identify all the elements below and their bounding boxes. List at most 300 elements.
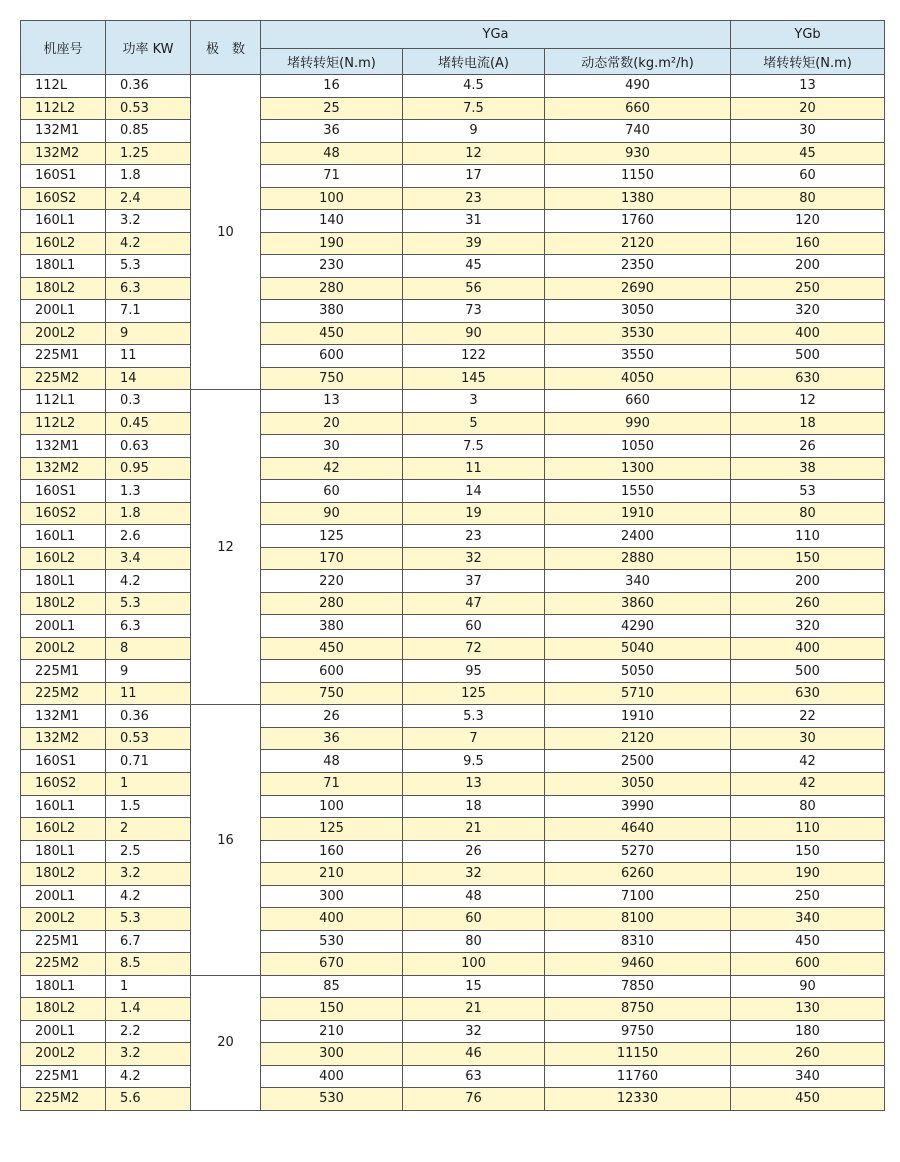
cell-ygb-torque: 180 — [731, 1020, 885, 1043]
cell-model: 225M1 — [21, 660, 106, 683]
cell-ygb-torque: 45 — [731, 142, 885, 165]
cell-ygb-torque: 630 — [731, 367, 885, 390]
cell-yga-current: 5.3 — [403, 705, 545, 728]
cell-ygb-torque: 320 — [731, 300, 885, 323]
cell-yga-torque: 210 — [261, 1020, 403, 1043]
cell-yga-current: 12 — [403, 142, 545, 165]
cell-model: 160S2 — [21, 772, 106, 795]
cell-yga-current: 7.5 — [403, 97, 545, 120]
cell-yga-dynamic: 2690 — [545, 277, 731, 300]
cell-ygb-torque: 160 — [731, 232, 885, 255]
table-row — [21, 457, 885, 480]
cell-yga-current: 32 — [403, 1020, 545, 1043]
motor-spec-sheet — [20, 20, 884, 1111]
cell-ygb-torque: 120 — [731, 210, 885, 233]
cell-yga-torque: 300 — [261, 1043, 403, 1066]
table-row — [21, 908, 885, 931]
cell-power: 1.25 — [106, 142, 191, 165]
cell-model: 112L2 — [21, 412, 106, 435]
cell-yga-dynamic: 660 — [545, 97, 731, 120]
table-row — [21, 300, 885, 323]
cell-yga-torque: 190 — [261, 232, 403, 255]
cell-model: 180L2 — [21, 863, 106, 886]
cell-yga-current: 4.5 — [403, 75, 545, 98]
cell-yga-current: 14 — [403, 480, 545, 503]
cell-yga-torque: 280 — [261, 277, 403, 300]
cell-ygb-torque: 320 — [731, 615, 885, 638]
table-row — [21, 75, 885, 98]
cell-yga-dynamic: 9750 — [545, 1020, 731, 1043]
cell-power: 6.7 — [106, 930, 191, 953]
cell-power: 11 — [106, 682, 191, 705]
cell-model: 112L — [21, 75, 106, 98]
table-header — [21, 21, 885, 75]
cell-yga-torque: 90 — [261, 502, 403, 525]
cell-yga-torque: 230 — [261, 255, 403, 278]
cell-model: 225M1 — [21, 345, 106, 368]
cell-model: 180L1 — [21, 975, 106, 998]
cell-power: 7.1 — [106, 300, 191, 323]
cell-yga-torque: 750 — [261, 682, 403, 705]
cell-yga-current: 13 — [403, 772, 545, 795]
cell-power: 5.3 — [106, 255, 191, 278]
cell-power: 1 — [106, 975, 191, 998]
cell-ygb-torque: 200 — [731, 255, 885, 278]
cell-poles: 20 — [191, 975, 261, 1110]
cell-yga-dynamic: 4050 — [545, 367, 731, 390]
cell-ygb-torque: 13 — [731, 75, 885, 98]
table-row — [21, 637, 885, 660]
cell-yga-torque: 26 — [261, 705, 403, 728]
cell-model: 200L2 — [21, 637, 106, 660]
col-header-yga-current: 堵转电流(A) — [403, 49, 545, 75]
cell-yga-dynamic: 3050 — [545, 772, 731, 795]
cell-power: 1.8 — [106, 165, 191, 188]
cell-power: 3.2 — [106, 1043, 191, 1066]
cell-yga-current: 21 — [403, 818, 545, 841]
cell-yga-torque: 380 — [261, 615, 403, 638]
cell-power: 9 — [106, 660, 191, 683]
cell-yga-dynamic: 3860 — [545, 592, 731, 615]
cell-yga-dynamic: 9460 — [545, 953, 731, 976]
cell-model: 160L2 — [21, 232, 106, 255]
table-row — [21, 322, 885, 345]
table-row — [21, 1065, 885, 1088]
cell-power: 4.2 — [106, 570, 191, 593]
cell-yga-torque: 13 — [261, 390, 403, 413]
cell-yga-dynamic: 8100 — [545, 908, 731, 931]
cell-model: 225M2 — [21, 367, 106, 390]
cell-model: 200L2 — [21, 322, 106, 345]
cell-yga-dynamic: 4640 — [545, 818, 731, 841]
table-row — [21, 412, 885, 435]
cell-yga-dynamic: 1050 — [545, 435, 731, 458]
cell-yga-current: 9 — [403, 120, 545, 143]
cell-model: 132M1 — [21, 435, 106, 458]
cell-yga-torque: 125 — [261, 525, 403, 548]
cell-yga-dynamic: 1910 — [545, 502, 731, 525]
cell-yga-torque: 210 — [261, 863, 403, 886]
cell-model: 160L2 — [21, 547, 106, 570]
cell-power: 3.2 — [106, 863, 191, 886]
cell-yga-dynamic: 12330 — [545, 1088, 731, 1111]
cell-yga-current: 3 — [403, 390, 545, 413]
cell-model: 225M2 — [21, 953, 106, 976]
cell-model: 160S1 — [21, 750, 106, 773]
cell-yga-dynamic: 3550 — [545, 345, 731, 368]
cell-power: 0.85 — [106, 120, 191, 143]
col-header-poles: 极 数 — [191, 21, 261, 75]
cell-power: 1 — [106, 772, 191, 795]
cell-model: 160S1 — [21, 480, 106, 503]
table-row — [21, 592, 885, 615]
table-row — [21, 840, 885, 863]
col-header-ygb-torque: 堵转转矩(N.m) — [731, 49, 885, 75]
cell-power: 6.3 — [106, 277, 191, 300]
cell-yga-torque: 450 — [261, 637, 403, 660]
cell-ygb-torque: 80 — [731, 502, 885, 525]
cell-yga-current: 19 — [403, 502, 545, 525]
cell-model: 180L2 — [21, 277, 106, 300]
cell-model: 160S1 — [21, 165, 106, 188]
cell-yga-current: 125 — [403, 682, 545, 705]
table-row — [21, 660, 885, 683]
table-row — [21, 547, 885, 570]
cell-yga-dynamic: 6260 — [545, 863, 731, 886]
cell-ygb-torque: 150 — [731, 547, 885, 570]
col-header-power: 功率 KW — [106, 21, 191, 75]
cell-power: 4.2 — [106, 885, 191, 908]
table-row — [21, 232, 885, 255]
table-body — [21, 75, 885, 1111]
table-row — [21, 615, 885, 638]
cell-model: 132M2 — [21, 457, 106, 480]
cell-yga-current: 46 — [403, 1043, 545, 1066]
cell-ygb-torque: 130 — [731, 998, 885, 1021]
table-row — [21, 750, 885, 773]
cell-yga-torque: 670 — [261, 953, 403, 976]
cell-yga-dynamic: 2880 — [545, 547, 731, 570]
cell-power: 5.3 — [106, 908, 191, 931]
cell-yga-torque: 16 — [261, 75, 403, 98]
cell-model: 225M2 — [21, 682, 106, 705]
cell-yga-torque: 36 — [261, 120, 403, 143]
cell-ygb-torque: 30 — [731, 120, 885, 143]
cell-power: 1.5 — [106, 795, 191, 818]
cell-yga-dynamic: 11760 — [545, 1065, 731, 1088]
cell-model: 112L2 — [21, 97, 106, 120]
cell-yga-dynamic: 2400 — [545, 525, 731, 548]
cell-yga-torque: 25 — [261, 97, 403, 120]
cell-yga-current: 100 — [403, 953, 545, 976]
table-row — [21, 772, 885, 795]
cell-yga-dynamic: 4290 — [545, 615, 731, 638]
table-row — [21, 930, 885, 953]
col-header-model: 机座号 — [21, 21, 106, 75]
cell-model: 160S2 — [21, 187, 106, 210]
cell-yga-dynamic: 7850 — [545, 975, 731, 998]
cell-yga-current: 145 — [403, 367, 545, 390]
cell-model: 225M1 — [21, 930, 106, 953]
cell-model: 200L1 — [21, 885, 106, 908]
cell-yga-torque: 125 — [261, 818, 403, 841]
col-header-yga-torque: 堵转转矩(N.m) — [261, 49, 403, 75]
cell-model: 200L1 — [21, 615, 106, 638]
cell-ygb-torque: 630 — [731, 682, 885, 705]
table-row — [21, 345, 885, 368]
cell-yga-dynamic: 3050 — [545, 300, 731, 323]
cell-ygb-torque: 250 — [731, 885, 885, 908]
cell-ygb-torque: 150 — [731, 840, 885, 863]
cell-yga-dynamic: 8310 — [545, 930, 731, 953]
cell-ygb-torque: 450 — [731, 930, 885, 953]
cell-power: 3.4 — [106, 547, 191, 570]
cell-yga-current: 26 — [403, 840, 545, 863]
cell-yga-dynamic: 1910 — [545, 705, 731, 728]
cell-yga-current: 95 — [403, 660, 545, 683]
cell-yga-torque: 20 — [261, 412, 403, 435]
cell-ygb-torque: 26 — [731, 435, 885, 458]
cell-yga-torque: 600 — [261, 345, 403, 368]
cell-yga-current: 76 — [403, 1088, 545, 1111]
cell-yga-dynamic: 8750 — [545, 998, 731, 1021]
motor-spec-table — [20, 20, 885, 1111]
cell-power: 2.5 — [106, 840, 191, 863]
cell-ygb-torque: 250 — [731, 277, 885, 300]
cell-yga-dynamic: 490 — [545, 75, 731, 98]
cell-yga-dynamic: 340 — [545, 570, 731, 593]
cell-yga-torque: 100 — [261, 187, 403, 210]
cell-model: 160L1 — [21, 525, 106, 548]
cell-power: 0.53 — [106, 97, 191, 120]
cell-ygb-torque: 600 — [731, 953, 885, 976]
cell-ygb-torque: 42 — [731, 772, 885, 795]
cell-model: 200L1 — [21, 1020, 106, 1043]
table-row — [21, 863, 885, 886]
cell-yga-torque: 160 — [261, 840, 403, 863]
cell-power: 0.36 — [106, 75, 191, 98]
cell-power: 0.95 — [106, 457, 191, 480]
cell-power: 1.4 — [106, 998, 191, 1021]
table-row — [21, 975, 885, 998]
cell-power: 0.3 — [106, 390, 191, 413]
cell-yga-torque: 400 — [261, 908, 403, 931]
table-row — [21, 165, 885, 188]
cell-model: 180L1 — [21, 840, 106, 863]
cell-yga-torque: 750 — [261, 367, 403, 390]
table-row — [21, 120, 885, 143]
table-row — [21, 885, 885, 908]
cell-power: 0.71 — [106, 750, 191, 773]
cell-model: 160L1 — [21, 795, 106, 818]
cell-yga-dynamic: 1550 — [545, 480, 731, 503]
table-row — [21, 210, 885, 233]
cell-ygb-torque: 190 — [731, 863, 885, 886]
table-row — [21, 97, 885, 120]
cell-yga-torque: 140 — [261, 210, 403, 233]
cell-yga-current: 56 — [403, 277, 545, 300]
group-header-ygb: YGb — [731, 21, 885, 49]
cell-model: 132M2 — [21, 727, 106, 750]
cell-ygb-torque: 20 — [731, 97, 885, 120]
cell-yga-dynamic: 5050 — [545, 660, 731, 683]
cell-ygb-torque: 260 — [731, 1043, 885, 1066]
cell-power: 2.2 — [106, 1020, 191, 1043]
cell-yga-torque: 280 — [261, 592, 403, 615]
cell-power: 0.45 — [106, 412, 191, 435]
cell-yga-dynamic: 1150 — [545, 165, 731, 188]
cell-yga-torque: 60 — [261, 480, 403, 503]
table-row — [21, 570, 885, 593]
table-row — [21, 682, 885, 705]
cell-yga-current: 60 — [403, 908, 545, 931]
cell-ygb-torque: 340 — [731, 1065, 885, 1088]
col-header-yga-dynamic: 动态常数(kg.m²/h) — [545, 49, 731, 75]
cell-ygb-torque: 42 — [731, 750, 885, 773]
cell-ygb-torque: 38 — [731, 457, 885, 480]
cell-yga-torque: 170 — [261, 547, 403, 570]
table-row — [21, 502, 885, 525]
cell-yga-current: 60 — [403, 615, 545, 638]
table-row — [21, 277, 885, 300]
cell-power: 4.2 — [106, 1065, 191, 1088]
cell-yga-current: 39 — [403, 232, 545, 255]
cell-power: 5.3 — [106, 592, 191, 615]
cell-yga-current: 80 — [403, 930, 545, 953]
cell-ygb-torque: 60 — [731, 165, 885, 188]
cell-yga-dynamic: 5040 — [545, 637, 731, 660]
cell-model: 132M1 — [21, 705, 106, 728]
cell-power: 2 — [106, 818, 191, 841]
cell-yga-torque: 530 — [261, 930, 403, 953]
cell-model: 160S2 — [21, 502, 106, 525]
cell-power: 4.2 — [106, 232, 191, 255]
cell-yga-torque: 380 — [261, 300, 403, 323]
cell-ygb-torque: 400 — [731, 322, 885, 345]
cell-yga-torque: 450 — [261, 322, 403, 345]
table-row — [21, 1020, 885, 1043]
cell-power: 0.63 — [106, 435, 191, 458]
table-row — [21, 953, 885, 976]
cell-yga-dynamic: 2500 — [545, 750, 731, 773]
cell-power: 3.2 — [106, 210, 191, 233]
cell-yga-torque: 300 — [261, 885, 403, 908]
cell-yga-current: 72 — [403, 637, 545, 660]
cell-yga-current: 7 — [403, 727, 545, 750]
table-row — [21, 795, 885, 818]
cell-power: 8 — [106, 637, 191, 660]
cell-yga-dynamic: 990 — [545, 412, 731, 435]
cell-model: 180L1 — [21, 255, 106, 278]
cell-ygb-torque: 110 — [731, 525, 885, 548]
cell-yga-torque: 220 — [261, 570, 403, 593]
cell-yga-current: 7.5 — [403, 435, 545, 458]
cell-ygb-torque: 500 — [731, 345, 885, 368]
cell-yga-torque: 42 — [261, 457, 403, 480]
cell-model: 160L1 — [21, 210, 106, 233]
cell-power: 1.8 — [106, 502, 191, 525]
cell-model: 200L2 — [21, 908, 106, 931]
table-row — [21, 998, 885, 1021]
cell-ygb-torque: 500 — [731, 660, 885, 683]
cell-yga-dynamic: 2120 — [545, 232, 731, 255]
cell-power: 6.3 — [106, 615, 191, 638]
cell-yga-dynamic: 3990 — [545, 795, 731, 818]
cell-yga-torque: 150 — [261, 998, 403, 1021]
cell-yga-torque: 71 — [261, 772, 403, 795]
cell-model: 132M1 — [21, 120, 106, 143]
cell-yga-current: 21 — [403, 998, 545, 1021]
cell-poles: 10 — [191, 75, 261, 390]
cell-yga-dynamic: 660 — [545, 390, 731, 413]
cell-yga-current: 63 — [403, 1065, 545, 1088]
table-row — [21, 435, 885, 458]
cell-yga-dynamic: 5270 — [545, 840, 731, 863]
cell-model: 200L2 — [21, 1043, 106, 1066]
cell-power: 1.3 — [106, 480, 191, 503]
cell-yga-dynamic: 2350 — [545, 255, 731, 278]
cell-power: 11 — [106, 345, 191, 368]
cell-yga-current: 122 — [403, 345, 545, 368]
group-header-yga: YGa — [261, 21, 731, 49]
table-row — [21, 727, 885, 750]
table-row — [21, 705, 885, 728]
cell-yga-current: 73 — [403, 300, 545, 323]
cell-poles: 12 — [191, 390, 261, 705]
cell-ygb-torque: 30 — [731, 727, 885, 750]
cell-yga-current: 18 — [403, 795, 545, 818]
cell-yga-dynamic: 7100 — [545, 885, 731, 908]
cell-yga-current: 32 — [403, 863, 545, 886]
cell-yga-current: 37 — [403, 570, 545, 593]
cell-yga-current: 47 — [403, 592, 545, 615]
cell-power: 2.4 — [106, 187, 191, 210]
cell-power: 0.36 — [106, 705, 191, 728]
cell-yga-torque: 48 — [261, 142, 403, 165]
cell-yga-current: 17 — [403, 165, 545, 188]
table-row — [21, 480, 885, 503]
cell-ygb-torque: 110 — [731, 818, 885, 841]
cell-model: 180L1 — [21, 570, 106, 593]
cell-power: 14 — [106, 367, 191, 390]
cell-yga-torque: 100 — [261, 795, 403, 818]
cell-yga-current: 15 — [403, 975, 545, 998]
cell-yga-dynamic: 1300 — [545, 457, 731, 480]
cell-yga-torque: 530 — [261, 1088, 403, 1111]
cell-yga-dynamic: 11150 — [545, 1043, 731, 1066]
cell-ygb-torque: 53 — [731, 480, 885, 503]
cell-yga-torque: 30 — [261, 435, 403, 458]
cell-yga-torque: 400 — [261, 1065, 403, 1088]
cell-yga-current: 48 — [403, 885, 545, 908]
cell-yga-dynamic: 740 — [545, 120, 731, 143]
cell-yga-torque: 36 — [261, 727, 403, 750]
table-row — [21, 525, 885, 548]
cell-yga-current: 31 — [403, 210, 545, 233]
cell-model: 180L2 — [21, 998, 106, 1021]
cell-model: 132M2 — [21, 142, 106, 165]
cell-ygb-torque: 90 — [731, 975, 885, 998]
table-row — [21, 1088, 885, 1111]
cell-model: 200L1 — [21, 300, 106, 323]
cell-ygb-torque: 260 — [731, 592, 885, 615]
cell-ygb-torque: 12 — [731, 390, 885, 413]
cell-yga-current: 90 — [403, 322, 545, 345]
cell-poles: 16 — [191, 705, 261, 975]
cell-yga-torque: 48 — [261, 750, 403, 773]
table-row — [21, 818, 885, 841]
cell-ygb-torque: 80 — [731, 187, 885, 210]
